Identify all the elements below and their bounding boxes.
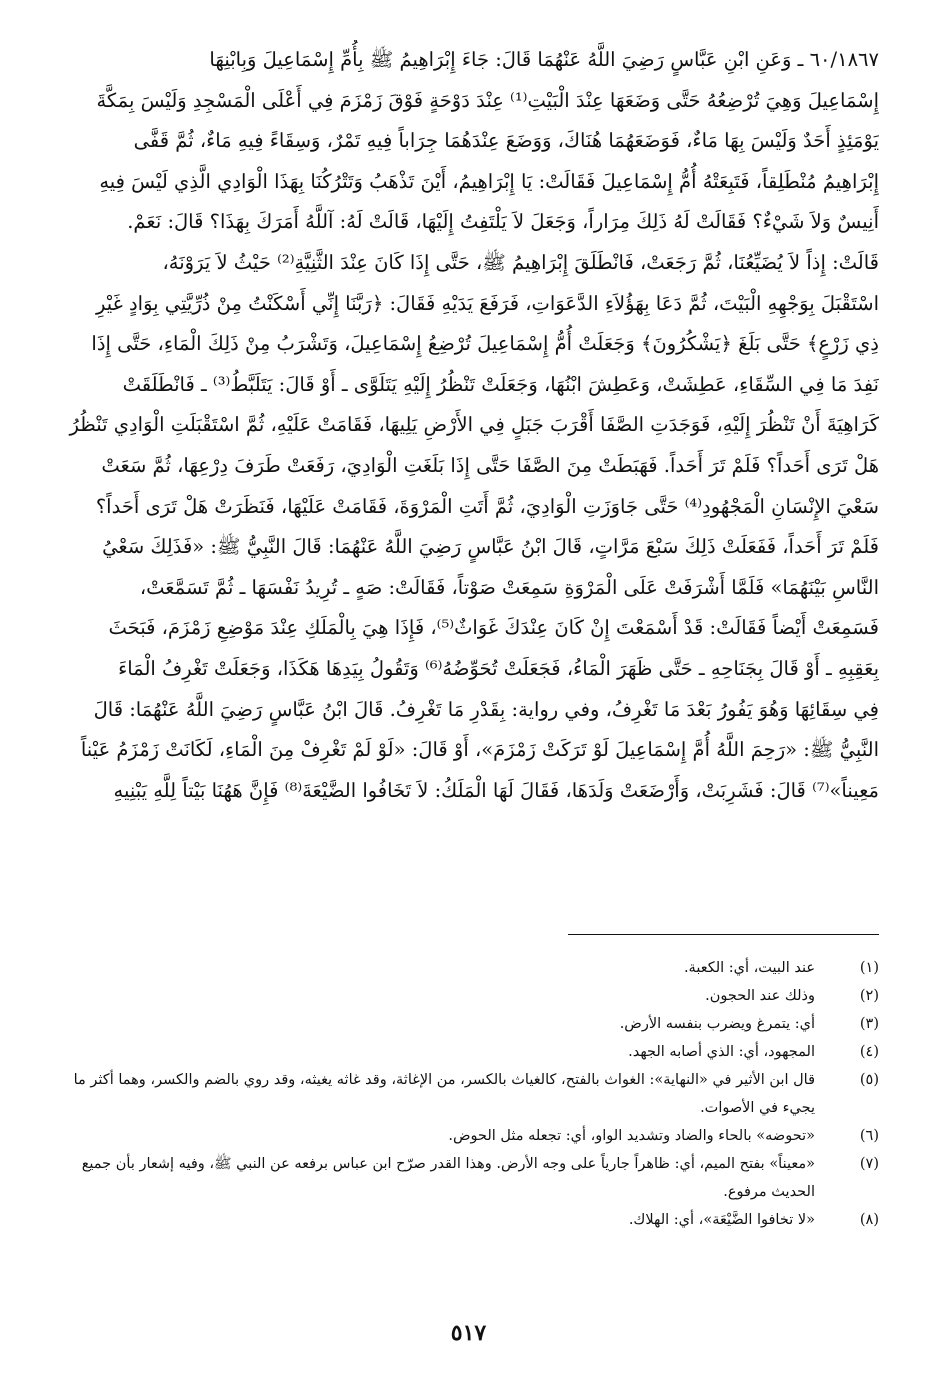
footnote-text: وذلك عند الحجون. [705, 988, 815, 1004]
text-line: فَلَمْ تَرَ أَحَداً، فَفَعَلَتْ ذَلِكَ سَبْعَ مَرَّاتٍ، قَالَ ابْنُ عَبَّاسٍ رَضِيَ اللَّهُ عَنْهُمَا: قَالَ النَّبِيُّ ﷺ: «فَذَلِكَ سَعْيُ [102, 535, 879, 559]
footnote [58, 1206, 879, 1234]
text-line: فَسَمِعَتْ أَيْضاً فَقَالَتْ: قَدْ أَسْمَعْتَ إِنْ كَانَ عِنْدَكَ غَوَاثٌ⁽⁵⁾، فَإِذَا هِيَ بِالْمَلَكِ عِنْدَ مَوْضِعِ زَمْزَمَ، فَبَحَثَ [108, 616, 879, 640]
footnote-text: قال ابن الأثير في «النهاية»: الغواث بالفتح، كالغياث بالكسر، من الإغاثة، وقد غاثه يغيثه، وقد روي بالضم والكسر، وهما أكثر ما يجيء في الأصوات. [73, 1072, 815, 1116]
footnote [58, 954, 879, 982]
text-line: بِعَقِبِهِ ـ أَوْ قَالَ بِجَنَاحِهِ ـ حَتَّى ظَهَرَ الْمَاءُ، فَجَعَلَتْ تُحَوِّضُهُ⁽⁶⁾ وَتَقُولُ بِيَدِهَا هَكَذَا، وَجَعَلَتْ تَغْرِفُ الْمَاءَ [118, 656, 879, 680]
text-line: ٦٠/١٨٦٧ ـ وَعَنِ ابْنِ عَبَّاسٍ رَضِيَ اللَّهُ عَنْهُمَا قَالَ: جَاءَ إِبْرَاهِيمُ ﷺ بِأُمِّ إِسْمَاعِيلَ وَبِابْنِهَا [209, 48, 879, 71]
footnote-number: (١) [859, 960, 879, 976]
footnote-text: المجهود، أي: الذي أصابه الجهد. [628, 1044, 815, 1060]
footnote-number: (٥) [859, 1072, 879, 1088]
footnote-number: (٣) [859, 1016, 879, 1032]
text-line: مَعِيناً»⁽⁷⁾ قَالَ: فَشَرِبَتْ، وَأَرْضَعَتْ وَلَدَهَا، فَقَالَ لَهَا الْمَلَكُ: لاَ تَخَافُوا الضَّيْعَةَ⁽⁸⁾ فَإِنَّ هَهُنَا بَيْتاً لِلَّهِ يَبْنِيهِ [113, 778, 879, 802]
text-line: النَّبِيُّ ﷺ: «رَحِمَ اللَّهُ أُمَّ إِسْمَاعِيلَ لَوْ تَرَكَتْ زَمْزَمَ»، أَوْ قَالَ: «لَوْ لَمْ تَغْرِفْ مِنَ الْمَاءِ، لَكَانَتْ زَمْزَمُ عَيْناً [80, 738, 879, 762]
text-line: إِبْرَاهِيمُ مُنْطَلِقاً، فَتَبِعَتْهُ أُمُّ إِسْمَاعِيلَ فَقَالَتْ: يَا إِبْرَاهِيمُ، أَيْنَ تَذْهَبُ وَتَتْرُكُنَا بِهَذَا الْوَادِي الَّذِي لَيْسَ فِيهِ [99, 169, 879, 193]
footnote-text: «معيناً» بفتح الميم، أي: ظاهراً جارياً على وجه الأرض. وهذا القدر صرّح ابن عباس برفعه عن النبي ﷺ، وفيه إشعار بأن جميع الحديث مرفوع. [81, 1156, 815, 1200]
footnote-text: عند البيت، أي: الكعبة. [683, 960, 815, 976]
footnote-divider [568, 934, 879, 935]
text-line: يَوْمَئِذٍ أَحَدٌ وَلَيْسَ بِهَا مَاءٌ، فَوَضَعَهُمَا هُنَاكَ، وَوَضَعَ عِنْدَهُمَا جِرَاباً فِيهِ تَمْرٌ، وَسِقَاءً فِيهِ مَاءٌ، ثُمَّ قَفَّى [133, 129, 879, 153]
text-line: سَعْيَ الإِنْسَانِ الْمَجْهُودِ⁽⁴⁾ حَتَّى جَاوَزَتِ الْوَادِيَ، ثُمَّ أَتَتِ الْمَرْوَةَ، فَقَامَتْ عَلَيْهَا، فَنَظَرَتْ هَلْ تَرَى أَحَداً؟ [95, 494, 879, 518]
page-number: ٥١٧ [450, 1320, 487, 1346]
text-line: هَلْ تَرَى أَحَداً؟ فَلَمْ تَرَ أَحَداً. فَهَبَطَتْ مِنَ الصَّفَا حَتَّى إِذَا بَلَغَتِ الْوَادِيَ، رَفَعَتْ طَرَفَ دِرْعِهَا، ثُمَّ سَعَتْ [101, 453, 879, 477]
text-line: ذِي زَرْعٍ﴾ حَتَّى بَلَغَ ﴿يَشْكُرُونَ﴾ وَجَعَلَتْ أُمُّ إِسْمَاعِيلَ تُرْضِعُ إِسْمَاعِيلَ، وَتَشْرَبُ مِنْ ذَلِكَ الْمَاءِ، حَتَّى إِذَا [91, 332, 879, 356]
footnote-number: (٨) [859, 1212, 879, 1228]
text-line: اسْتَقْبَلَ بِوَجْهِهِ الْبَيْتَ، ثُمَّ دَعَا بِهَؤُلاَءِ الدَّعَوَاتِ، فَرَفَعَ يَدَيْهِ فَقَالَ: ﴿رَبَّنَا إِنِّي أَسْكَنْتُ مِنْ ذُرِّيَّتِي بِوَادٍ غَيْرِ [95, 291, 879, 315]
text-line: نَفِدَ مَا فِي السِّقَاءِ، عَطِشَتْ، وَعَطِشَ ابْنُهَا، وَجَعَلَتْ تَنْظُرُ إِلَيْهِ يَتَلَوَّى ـ أَوْ قَالَ: يَتَلَبَّطُ⁽³⁾ ـ فَانْطَلَقَتْ [122, 372, 879, 396]
text-line: أَنِيسٌ وَلاَ شَيْءٌ؟ فَقَالَتْ لَهُ ذَلِكَ مِرَاراً، وَجَعَلَ لاَ يَلْتَفِتُ إِلَيْهَا، قَالَتْ لَهُ: آللَّهُ أَمَرَكَ بِهَذَا؟ قَالَ: نَعَمْ. [127, 210, 879, 234]
text-line: قَالَتْ: إِذاً لاَ يُضَيِّعُنَا، ثُمَّ رَجَعَتْ، فَانْطَلَقَ إِبْرَاهِيمُ ﷺ، حَتَّى إِذَا كَانَ عِنْدَ الثَّنِيَّةِ⁽²⁾ حَيْثُ لاَ يَرَوْنَهُ، [162, 250, 879, 274]
footnote [58, 982, 879, 1010]
footnote-number: (٤) [859, 1044, 879, 1060]
text-line: فِي سِقَائِهَا وَهُوَ يَفُورُ بَعْدَ مَا تَغْرِفُ، وفي رواية: بِقَدْرِ مَا تَغْرِفُ. قَالَ ابْنُ عَبَّاسٍ رَضِيَ اللَّهُ عَنْهُمَا: قَالَ [93, 697, 879, 721]
footnote-number: (٧) [859, 1156, 879, 1172]
hadith-text [58, 40, 879, 811]
footnote-number: (٢) [859, 988, 879, 1004]
footnote [58, 1150, 879, 1206]
text-line: إِسْمَاعِيلَ وَهِيَ تُرْضِعُهُ حَتَّى وَضَعَهَا عِنْدَ الْبَيْتِ⁽¹⁾ عِنْدَ دَوْحَةٍ فَوْقَ زَمْزَمَ فِي أَعْلَى الْمَسْجِدِ وَلَيْسَ بِمَكَّةَ [96, 88, 879, 112]
text-line: كَرَاهِيَةَ أَنْ تَنْظُرَ إِلَيْهِ، فَوَجَدَتِ الصَّفَا أَقْرَبَ جَبَلٍ فِي الأَرْضِ يَلِيهَا، فَقَامَتْ عَلَيْهِ، ثُمَّ اسْتَقْبَلَتِ الْوَادِي تَنْظُرُ [69, 413, 879, 437]
text-line: النَّاسِ بَيْنَهُمَا» فَلَمَّا أَشْرَفَتْ عَلَى الْمَرْوَةِ سَمِعَتْ صَوْتاً، فَقَالَتْ: صَهٍ ـ تُرِيدُ نَفْسَهَا ـ ثُمَّ تَسَمَّعَتْ، [139, 575, 879, 599]
footnote [58, 1066, 879, 1122]
footnote-number: (٦) [859, 1128, 879, 1144]
footnote [58, 1038, 879, 1066]
footnote-text: أي: يتمرغ ويضرب بنفسه الأرض. [619, 1016, 815, 1032]
footnotes [58, 954, 879, 1234]
footnote [58, 1010, 879, 1038]
footnote-text: «تحوضه» بالحاء والضاد وتشديد الواو، أي: تجعله مثل الحوض. [448, 1128, 815, 1144]
footnote [58, 1122, 879, 1150]
footnote-text: «لا تخافوا الضَّيْعَة»، أي: الهلاك. [628, 1212, 815, 1228]
